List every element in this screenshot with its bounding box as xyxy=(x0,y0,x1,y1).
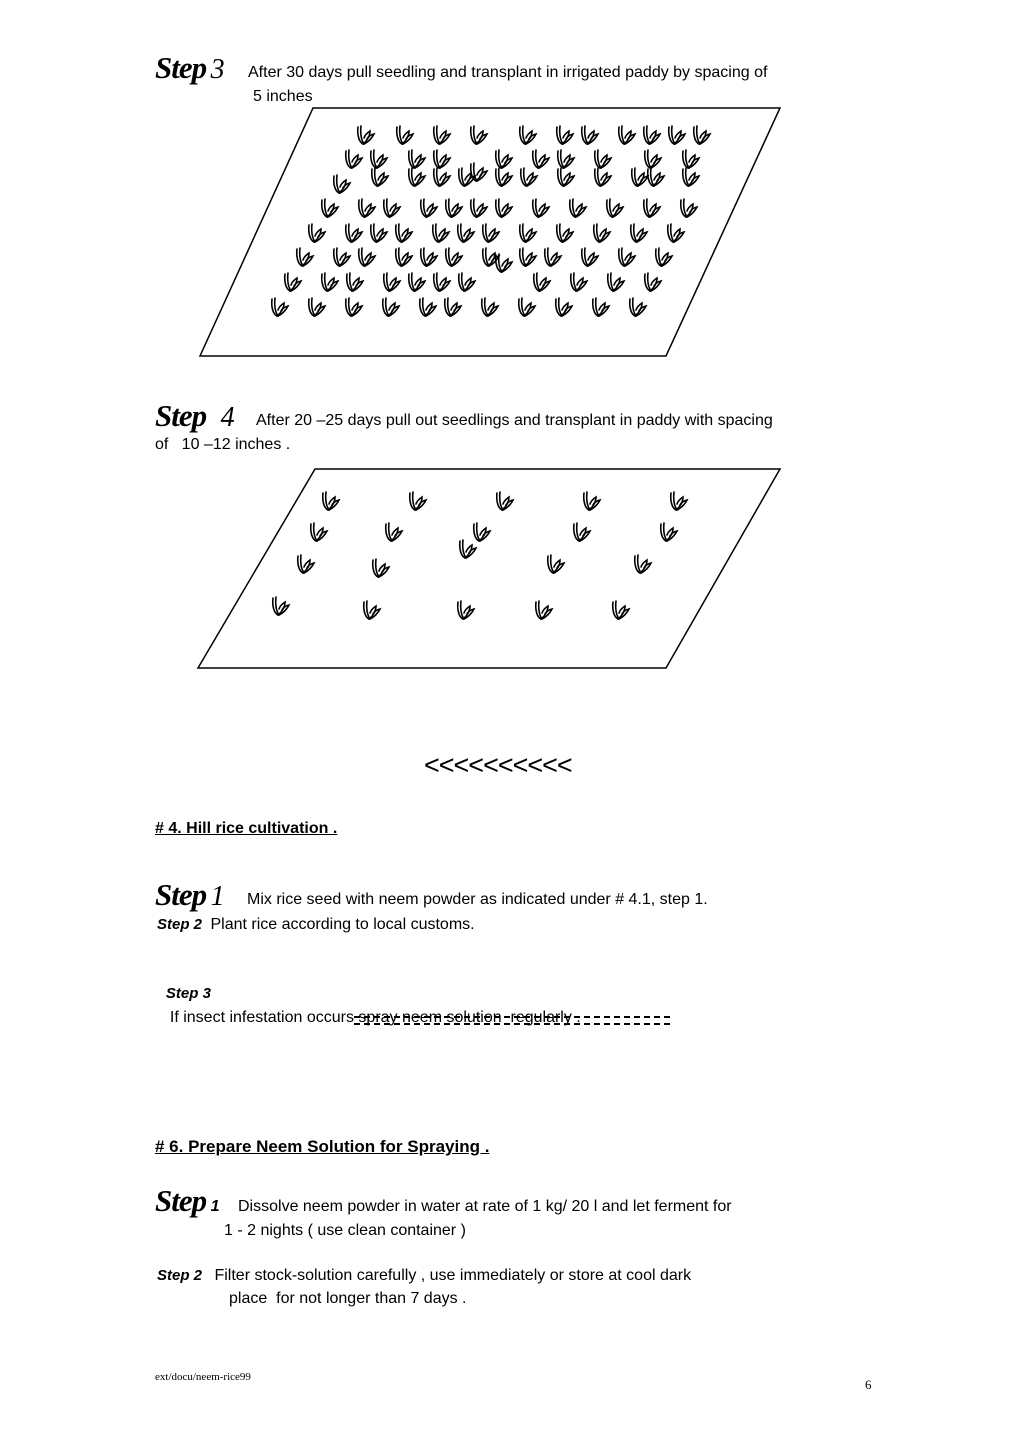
step3-text-line2: 5 inches xyxy=(253,88,313,105)
section6-step2 xyxy=(157,1264,691,1288)
section6-step1-block xyxy=(155,1183,219,1219)
section6-step2-text-line1: Filter stock-solution carefully , use immediately or store at cool dark xyxy=(214,1267,692,1284)
step3-label: Step xyxy=(155,50,207,85)
step4-number: 4 xyxy=(220,402,235,433)
section6-step1-text-line1: Dissolve neem powder in water at rate of 1 kg/ 20 l and let ferment for xyxy=(238,1198,732,1215)
section4-step2-text: Plant rice according to local customs. xyxy=(210,916,475,933)
section6-heading: # 6. Prepare Neem Solution for Spraying . xyxy=(155,1137,490,1156)
section4-step1-number: 1 xyxy=(210,881,225,912)
section6-step1-text-line2: 1 - 2 nights ( use clean container ) xyxy=(224,1222,466,1239)
section4-step2-label: Step 2 xyxy=(157,916,203,933)
step3-number: 3 xyxy=(210,54,225,85)
section4-step3-label: Step 3 xyxy=(165,985,211,1002)
equals-divider xyxy=(354,1014,670,1028)
section4-step3-text: If insect infestation occurs spray neem solution regularly . xyxy=(169,1009,581,1026)
section6-step1-number: 1 xyxy=(210,1198,220,1215)
page-number: 6 xyxy=(865,1377,872,1392)
section6-step2-text-line2: place for not longer than 7 days . xyxy=(229,1290,467,1307)
field-outline-2 xyxy=(198,469,780,668)
section4-step1-text: Mix rice seed with neem powder as indicated under # 4.1, step 1. xyxy=(247,891,708,908)
section4-step1-block xyxy=(155,877,225,913)
section4-step1-label: Step xyxy=(155,877,207,912)
section4-heading: # 4. Hill rice cultivation . xyxy=(155,820,338,837)
step3-block xyxy=(155,50,225,86)
step4-text-line1: After 20 –25 days pull out seedlings and transplant in paddy with spacing xyxy=(256,412,773,429)
seedlings-sparse xyxy=(273,492,687,619)
section6-step2-label: Step 2 xyxy=(157,1267,203,1284)
step4-label: Step xyxy=(155,398,207,433)
footer-path: ext/docu/neem-rice99 xyxy=(155,1371,251,1383)
step4-text-line2: of 10 –12 inches . xyxy=(155,436,291,453)
field-outline xyxy=(200,108,780,356)
seedlings-dense xyxy=(272,126,710,316)
section6-step1-label: Step xyxy=(155,1183,207,1218)
chevron-divider: <<<<<<<<<< xyxy=(424,750,572,780)
section4-step2 xyxy=(157,913,475,937)
step4-block xyxy=(155,398,235,434)
step3-text-line1: After 30 days pull seedling and transplant in irrigated paddy by spacing of xyxy=(248,64,768,81)
